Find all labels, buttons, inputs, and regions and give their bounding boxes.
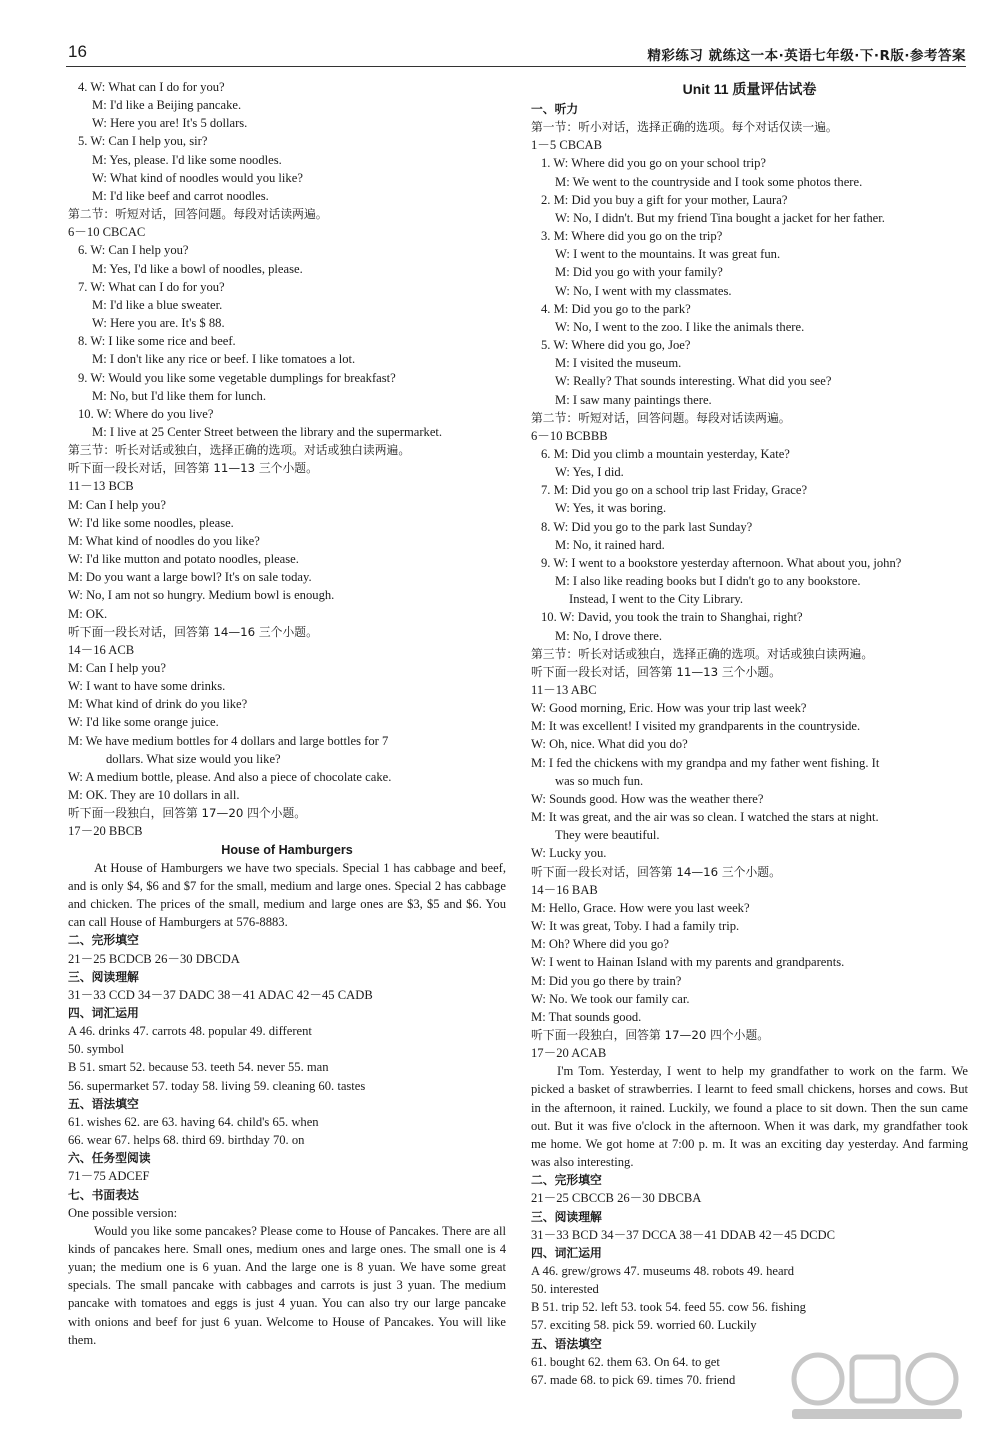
right-line: M: We went to the countryside and I took some photos there. bbox=[555, 174, 863, 189]
left-line: W: No, I am not so hungry. Medium bowl is enough. bbox=[68, 588, 335, 603]
left-line: W: Here you are! It's 5 dollars. bbox=[92, 116, 248, 131]
left-line: M: I live at 25 Center Street between the library and the supermarket. bbox=[92, 424, 443, 439]
right-line: 7. M: Did you go on a school trip last Friday, Grace? bbox=[541, 483, 808, 498]
left-line: 71－75 ADCEF bbox=[68, 1169, 150, 1184]
left-line: 听下面一段长对话，回答第 14—16 三个小题。 bbox=[68, 624, 318, 639]
right-line: 6－10 BCBBB bbox=[531, 428, 608, 443]
right-line: W: No, I went to the zoo. I like the animals there. bbox=[555, 319, 805, 334]
right-line: They were beautiful. bbox=[555, 828, 660, 843]
right-line: 57. exciting 58. pick 59. worried 60. Luckily bbox=[531, 1318, 757, 1333]
right-line: W: I went to the mountains. It was great fun. bbox=[555, 247, 781, 262]
right-line: M: Did you go with your family? bbox=[555, 265, 723, 280]
right-line: 听下面一段独白，回答第 17—20 四个小题。 bbox=[531, 1027, 770, 1042]
left-line: W: A medium bottle, please. And also a piece of chocolate cake. bbox=[68, 769, 392, 784]
right-line: 61. bought 62. them 63. On 64. to get bbox=[531, 1354, 720, 1369]
left-line: W: Here you are. It's $ 88. bbox=[92, 316, 225, 331]
right-line: M: That sounds good. bbox=[531, 1009, 642, 1024]
left-line: 第三节：听长对话或独白，选择正确的选项。对话或独白读两遍。 bbox=[68, 443, 411, 458]
left-line: 17－20 BBCB bbox=[68, 824, 143, 839]
right-line: M: I saw many paintings there. bbox=[555, 392, 712, 407]
left-line: M: Can I help you? bbox=[68, 497, 166, 512]
right-line: M: It was great, and the air was so clean. I watched the stars at night. bbox=[531, 810, 879, 825]
right-line: M: I also like reading books but I didn't go to any bookstore. bbox=[555, 574, 861, 589]
left-line: W: I'd like some noodles, please. bbox=[68, 515, 234, 530]
left-line: 31－33 CCD 34－37 DADC 38－41 ADAC 42－45 CADB bbox=[68, 987, 373, 1002]
left-line: 66. wear 67. helps 68. third 69. birthday 70. on bbox=[68, 1133, 305, 1148]
right-line: 31－33 BCD 34－37 DCCA 38－41 DDAB 42－45 DCDC bbox=[531, 1227, 836, 1242]
right-line: 67. made 68. to pick 69. times 70. friend bbox=[531, 1372, 736, 1387]
right-line: I'm Tom. Yesterday, I went to help my grandfather to work on the farm. We picked a basket of strawberries. I learnt to feed small chickens, horses and cows. But in the afternoon, it rained. Luckily, we found a place to sit down. Then the sun came out. But it was five o'clock in the afternoon. When it was dark, my grandfather took me home. We got home at 7:00 p. m. It was an exciting day yesterday. And farming was also interesting. bbox=[531, 1064, 968, 1170]
left-line: 21－25 BCDCB 26－30 DBCDA bbox=[68, 951, 240, 966]
right-line: 50. interested bbox=[531, 1282, 599, 1297]
right-line: W: Good morning, Eric. How was your trip last week? bbox=[531, 701, 807, 716]
right-line: 二、完形填空 bbox=[531, 1173, 602, 1188]
left-line: House of Hamburgers bbox=[221, 842, 353, 857]
right-line: 11－13 ABC bbox=[531, 683, 597, 697]
right-line: 6. M: Did you climb a mountain yesterday, Kate? bbox=[541, 446, 790, 461]
left-line: W: I'd like mutton and potato noodles, please. bbox=[68, 552, 299, 567]
right-line: A 46. grew/grows 47. museums 48. robots 49. heard bbox=[531, 1264, 795, 1278]
left-line: 7. W: What can I do for you? bbox=[78, 279, 225, 294]
right-line: W: I went to Hainan Island with my parents and grandparents. bbox=[531, 955, 845, 970]
right-line: W: Lucky you. bbox=[531, 846, 607, 861]
right-line: W: Yes, it was boring. bbox=[555, 501, 667, 516]
left-line: M: I don't like any rice or beef. I like tomatoes a lot. bbox=[92, 352, 356, 367]
left-line: 二、完形填空 bbox=[68, 933, 139, 948]
left-line: 61. wishes 62. are 63. having 64. child's 65. when bbox=[68, 1114, 319, 1129]
right-line: 1. W: Where did you go on your school trip? bbox=[541, 156, 767, 171]
left-line: M: What kind of noodles do you like? bbox=[68, 533, 260, 548]
right-line: 听下面一段长对话，回答第 14—16 三个小题。 bbox=[531, 864, 781, 879]
right-line: 四、词汇运用 bbox=[531, 1245, 602, 1260]
right-line: 8. W: Did you go to the park last Sunday? bbox=[541, 519, 753, 534]
right-line: M: No, it rained hard. bbox=[555, 537, 665, 552]
right-line: 一、听力 bbox=[531, 102, 579, 116]
left-line: 4. W: What can I do for you? bbox=[78, 80, 225, 94]
left-line: 七、书面表达 bbox=[68, 1187, 139, 1202]
page-number: 16 bbox=[68, 42, 87, 61]
left-line: 四、词汇运用 bbox=[68, 1005, 139, 1020]
right-line: 第二节：听短对话，回答问题。每段对话读两遍。 bbox=[531, 410, 791, 425]
right-line: M: Hello, Grace. How were you last week? bbox=[531, 900, 750, 915]
left-line: 8. W: I like some rice and beef. bbox=[78, 334, 236, 349]
right-line: M: Oh? Where did you go? bbox=[531, 937, 669, 952]
left-line: 6－10 CBCAC bbox=[68, 225, 146, 240]
right-line: 21－25 CBCCB 26－30 DBCBA bbox=[531, 1191, 702, 1206]
watermark-logo-icon bbox=[782, 1345, 972, 1423]
left-line: 五、语法填空 bbox=[68, 1096, 139, 1111]
left-line: M: Do you want a large bowl? It's on sale today. bbox=[68, 570, 312, 585]
right-line: 5. W: Where did you go, Joe? bbox=[541, 338, 691, 353]
left-line: 听下面一段独白，回答第 17—20 四个小题。 bbox=[68, 806, 307, 821]
left-line: 50. symbol bbox=[68, 1042, 124, 1057]
left-line: 三、阅读理解 bbox=[68, 969, 139, 984]
right-line: W: No. We took our family car. bbox=[531, 991, 690, 1006]
right-line: Unit 11 质量评估试卷 bbox=[682, 81, 817, 97]
right-line: W: It was great, Toby. I had a family trip. bbox=[531, 919, 740, 934]
left-line: dollars. What size would you like? bbox=[106, 751, 281, 766]
right-line: 1－5 CBCAB bbox=[531, 138, 603, 153]
right-line: 2. M: Did you buy a gift for your mother, Laura? bbox=[541, 192, 788, 207]
right-line: M: I fed the chickens with my grandpa and my father went fishing. It bbox=[531, 755, 880, 770]
right-line: W: Oh, nice. What did you do? bbox=[531, 737, 688, 752]
left-line: M: I'd like beef and carrot noodles. bbox=[92, 188, 269, 203]
right-line: 听下面一段长对话，回答第 11—13 三个小题。 bbox=[531, 664, 781, 679]
left-line: W: I'd like some orange juice. bbox=[68, 715, 219, 730]
left-line: M: OK. They are 10 dollars in all. bbox=[68, 788, 240, 803]
right-line: 10. W: David, you took the train to Shanghai, right? bbox=[541, 610, 803, 625]
right-line: M: I visited the museum. bbox=[555, 356, 682, 371]
left-line: M: What kind of drink do you like? bbox=[68, 697, 248, 712]
left-line: W: What kind of noodles would you like? bbox=[92, 170, 303, 185]
left-line: Would you like some pancakes? Please come to House of Pancakes. There are all kinds of pancakes here. Small ones, medium ones and large ones. The small one is 4 yuan; the medium one is 6 yuan. And the large one is 8 yuan. We have some great specials. The small pancake with cabbages and carrots is just 3 yuan. The medium pancake with tomatoes and eggs is just 4 yuan. You can also try our large pancake with onions and beef for just 6 yuan. Welcome to House of Pancakes. You will like them. bbox=[68, 1223, 506, 1347]
right-column bbox=[531, 78, 968, 1389]
right-line: 第一节：听小对话，选择正确的选项。每个对话仅读一遍。 bbox=[531, 120, 838, 135]
right-line: W: Yes, I did. bbox=[555, 465, 624, 480]
left-line: 听下面一段长对话，回答第 11—13 三个小题。 bbox=[68, 461, 318, 476]
right-line: 9. W: I went to a bookstore yesterday afternoon. What about you, john? bbox=[541, 555, 902, 570]
left-line: 六、任务型阅读 bbox=[68, 1151, 151, 1166]
left-line: One possible version: bbox=[68, 1205, 178, 1220]
right-line: 第三节：听长对话或独白，选择正确的选项。对话或独白读两遍。 bbox=[531, 646, 874, 661]
left-column bbox=[68, 78, 506, 1349]
right-line: 4. M: Did you go to the park? bbox=[541, 301, 691, 316]
right-line: W: No, I didn't. But my friend Tina bought a jacket for her father. bbox=[555, 210, 885, 225]
left-line: 10. W: Where do you live? bbox=[78, 406, 214, 421]
left-line: At House of Hamburgers we have two specials. Special 1 has cabbage and beef, and is only $4, $6 and $7 for the small, medium and large ones. Special 2 has cabbage and chicken. The prices of the small, medium and large ones are $3, $5 and $6. You can call House of Hamburgers at 576-8883. bbox=[68, 860, 506, 930]
right-line: M: No, I drove there. bbox=[555, 628, 663, 643]
left-line: 6. W: Can I help you? bbox=[78, 243, 189, 258]
left-line: 第二节：听短对话，回答问题。每段对话读两遍。 bbox=[68, 207, 328, 222]
left-line: M: I'd like a Beijing pancake. bbox=[92, 98, 242, 113]
right-line: Instead, I went to the City Library. bbox=[569, 592, 744, 607]
right-line: 17－20 ACAB bbox=[531, 1046, 607, 1061]
right-line: B 51. trip 52. left 53. took 54. feed 55. cow 56. fishing bbox=[531, 1300, 806, 1315]
left-line: W: I want to have some drinks. bbox=[68, 679, 226, 694]
right-line: W: No, I went with my classmates. bbox=[555, 283, 732, 298]
right-line: 五、语法填空 bbox=[531, 1336, 602, 1351]
right-line: M: It was excellent! I visited my grandparents in the countryside. bbox=[531, 719, 861, 734]
left-line: 11－13 BCB bbox=[68, 479, 134, 494]
left-line: M: Yes, please. I'd like some noodles. bbox=[92, 152, 282, 167]
left-line: B 51. smart 52. because 53. teeth 54. never 55. man bbox=[68, 1060, 329, 1075]
left-line: A 46. drinks 47. carrots 48. popular 49. different bbox=[68, 1024, 312, 1039]
right-line: was so much fun. bbox=[555, 773, 644, 788]
left-line: 56. supermarket 57. today 58. living 59. cleaning 60. tastes bbox=[68, 1078, 366, 1093]
left-line: M: No, but I'd like them for lunch. bbox=[92, 388, 267, 403]
left-line: M: OK. bbox=[68, 606, 108, 621]
left-line: M: We have medium bottles for 4 dollars and large bottles for 7 bbox=[68, 733, 389, 748]
left-line: 14－16 ACB bbox=[68, 642, 135, 657]
right-line: M: Did you go there by train? bbox=[531, 973, 682, 988]
left-line: M: Can I help you? bbox=[68, 661, 166, 675]
page-header bbox=[66, 40, 966, 67]
left-line: M: Yes, I'd like a bowl of noodles, please. bbox=[92, 261, 303, 276]
right-line: 三、阅读理解 bbox=[531, 1209, 602, 1224]
left-line: M: I'd like a blue sweater. bbox=[92, 297, 223, 312]
running-title: 精彩练习 就练这一本·英语七年级·下·R版·参考答案 bbox=[647, 48, 966, 64]
left-line: 5. W: Can I help you, sir? bbox=[78, 134, 208, 149]
right-line: 3. M: Where did you go on the trip? bbox=[541, 229, 723, 244]
right-line: W: Really? That sounds interesting. What did you see? bbox=[555, 374, 832, 389]
right-line: 14－16 BAB bbox=[531, 882, 598, 897]
left-line: 9. W: Would you like some vegetable dumplings for breakfast? bbox=[78, 370, 396, 385]
right-line: W: Sounds good. How was the weather there? bbox=[531, 791, 764, 806]
